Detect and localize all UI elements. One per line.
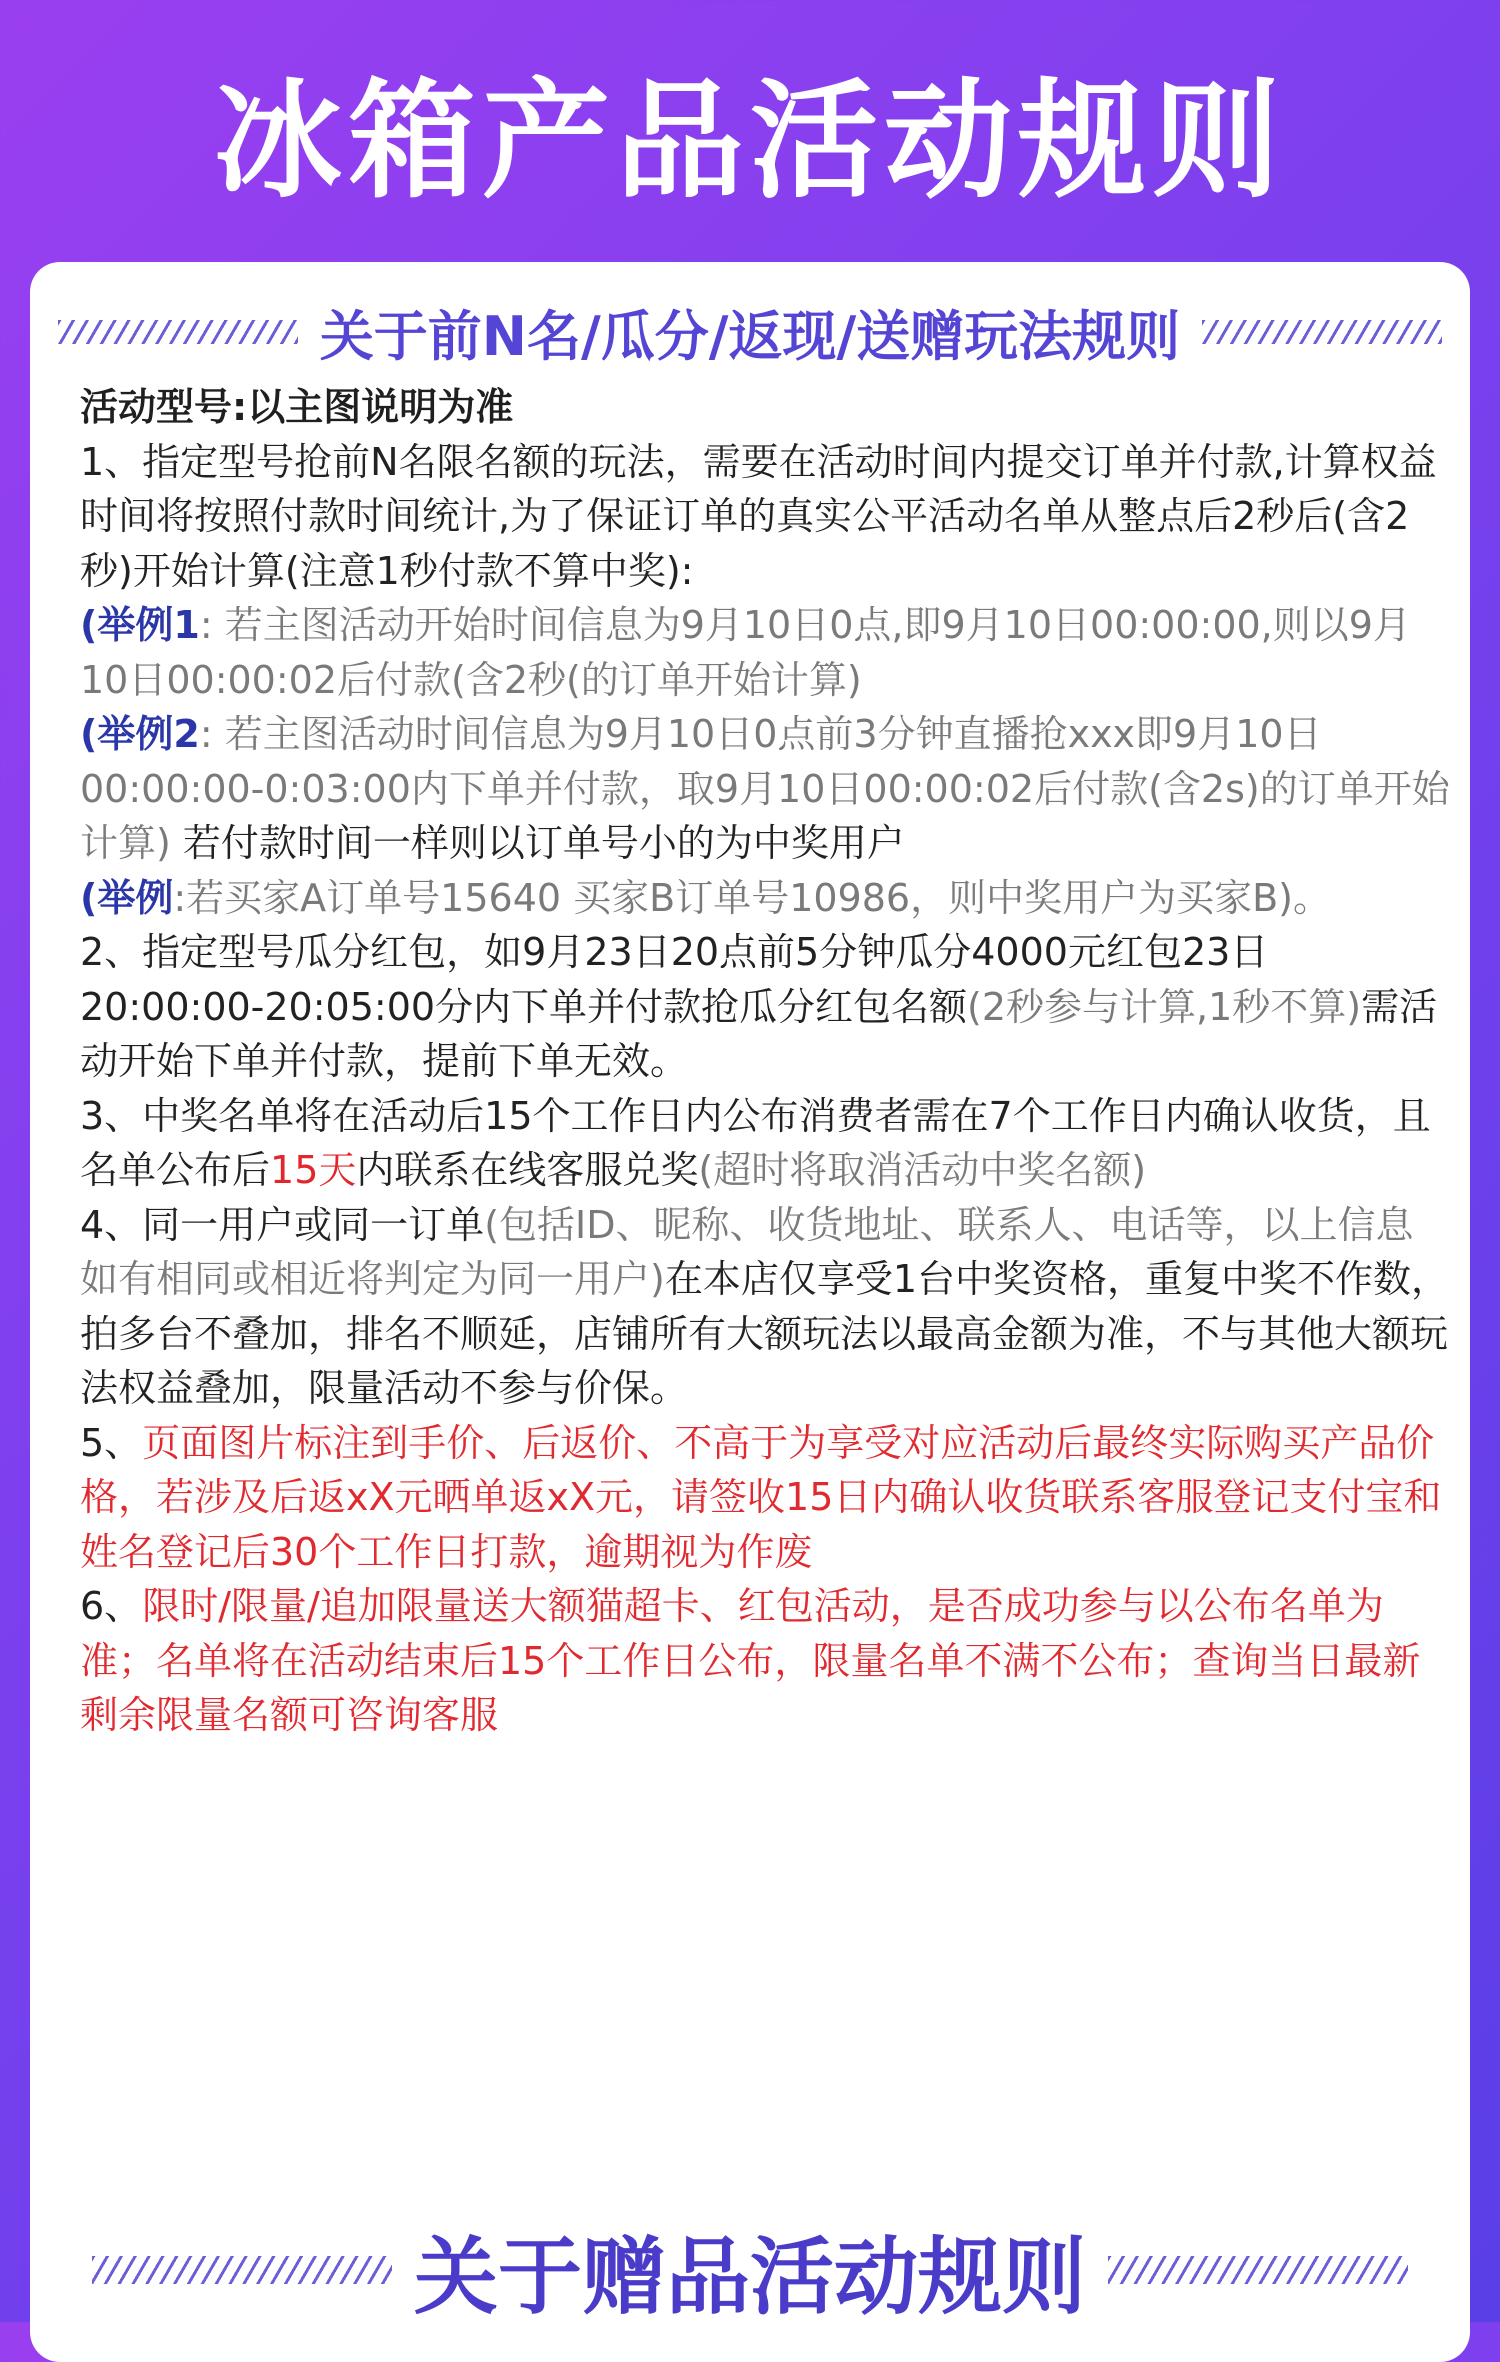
rule-4 — [80, 1198, 1450, 1416]
rule-1-text: 1、指定型号抢前N名限名额的玩法，需要在活动时间内提交订单并付款,计算权益时间将按照付款时间统计,为了保证订单的真实公平活动名单从整点后2秒后(含2秒)开始计算(注意1秒付款不算中奖): — [80, 439, 1437, 593]
rules-card — [30, 262, 1470, 2362]
rule-6-number: 6、 — [80, 1584, 143, 1628]
example-2 — [80, 707, 1450, 871]
rule-3-text-a: 3、中奖名单将在活动后15个工作日内公布消费者需在7个工作日内确认收货，且名单公布后 — [80, 1093, 1431, 1192]
rule-2-text-c: 需活动开始下单并付款，提前下单无效。 — [80, 984, 1438, 1083]
section-header-gift-rules — [30, 2210, 1470, 2330]
section-title-cash-rules: 关于前N名/瓜分/返现/送赠玩法规则 — [319, 304, 1181, 368]
example-1-text: : 若主图活动开始时间信息为9月10日0点,即9月10日00:00:00,则以9月10日00:00:02后付款(含2秒(的订单开始计算) — [80, 603, 1411, 702]
rule-2-text-a: 2、指定型号瓜分红包，如9月23日20点前5分钟瓜分4000元红包23日20:00:00-20:05:00分内下单并付款抢瓜分红包名额 — [80, 930, 1269, 1029]
page-title: 冰箱产品活动规则 — [213, 67, 1286, 216]
rule-2-text-b: (2秒参与计算,1秒不算) — [967, 984, 1362, 1029]
hatch-divider-right — [1108, 2256, 1408, 2284]
rule-4-text-b: (包括ID、昵称、收货地址、联系人、电话等，以上信息如有相同或相近将判定为同一用户) — [80, 1202, 1414, 1301]
example-1 — [80, 598, 1450, 707]
rule-5-text: 页面图片标注到手价、后返价、不高于为享受对应活动后最终实际购买产品价格，若涉及后返xX元晒单返xX元，请签收15日内确认收货联系客服登记支付宝和姓名登记后30个工作日打款，逾期视为作废 — [80, 1420, 1442, 1574]
rule-3 — [80, 1089, 1450, 1198]
rules-body — [80, 380, 1450, 1743]
model-line: 活动型号:以主图说明为准 — [80, 385, 514, 429]
hatch-divider-right — [1202, 320, 1442, 344]
section-title-gift-rules: 关于赠品活动规则 — [413, 2227, 1086, 2326]
hatch-divider-left — [92, 2256, 392, 2284]
example-2-text: : 若主图活动时间信息为9月10日0点前3分钟直播抢xxx即9月10日00:00:00-0:03:00内下单并付款，取9月10日00:00:02后付款(含2s)的订单开始计算) — [80, 712, 1450, 865]
hatch-divider-left — [58, 320, 298, 344]
example-2-label: (举例2 — [80, 712, 200, 756]
rule-4-text-a: 4、同一用户或同一订单 — [80, 1202, 485, 1247]
rule-5-number: 5、 — [80, 1420, 143, 1465]
rule-3-text-c: 内联系在线客服兑奖 — [356, 1148, 699, 1192]
rule-1 — [80, 435, 1450, 599]
rule-4-text-c: 在本店仅享受1台中奖资格，重复中奖不作数，拍多台不叠加，排名不顺延，店铺所有大额玩法以最高金额为准，不与其他大额玩法权益叠加，限量活动不参与价保。 — [80, 1257, 1450, 1410]
rule-2 — [80, 925, 1450, 1089]
example-2-tail: 若付款时间一样则以订单号小的为中奖用户 — [170, 821, 905, 865]
example-3 — [80, 871, 1450, 926]
section-header-cash-rules — [30, 292, 1470, 372]
example-3-text: :若买家A订单号15640 买家B订单号10986，则中奖用户为买家B)。 — [173, 875, 1331, 920]
rule-5 — [80, 1416, 1450, 1580]
rule-3-highlight: 15天 — [270, 1148, 357, 1192]
rule-6-text: 限时/限量/追加限量送大额猫超卡、红包活动，是否成功参与以公布名单为准；名单将在活动结束后15个工作日公布，限量名单不满不公布；查询当日最新剩余限量名额可咨询客服 — [80, 1584, 1421, 1737]
example-3-label: (举例 — [80, 875, 174, 920]
rule-6 — [80, 1579, 1450, 1743]
rule-3-text-d: (超时将取消活动中奖名额) — [698, 1148, 1147, 1192]
example-1-label: (举例1 — [80, 603, 200, 647]
